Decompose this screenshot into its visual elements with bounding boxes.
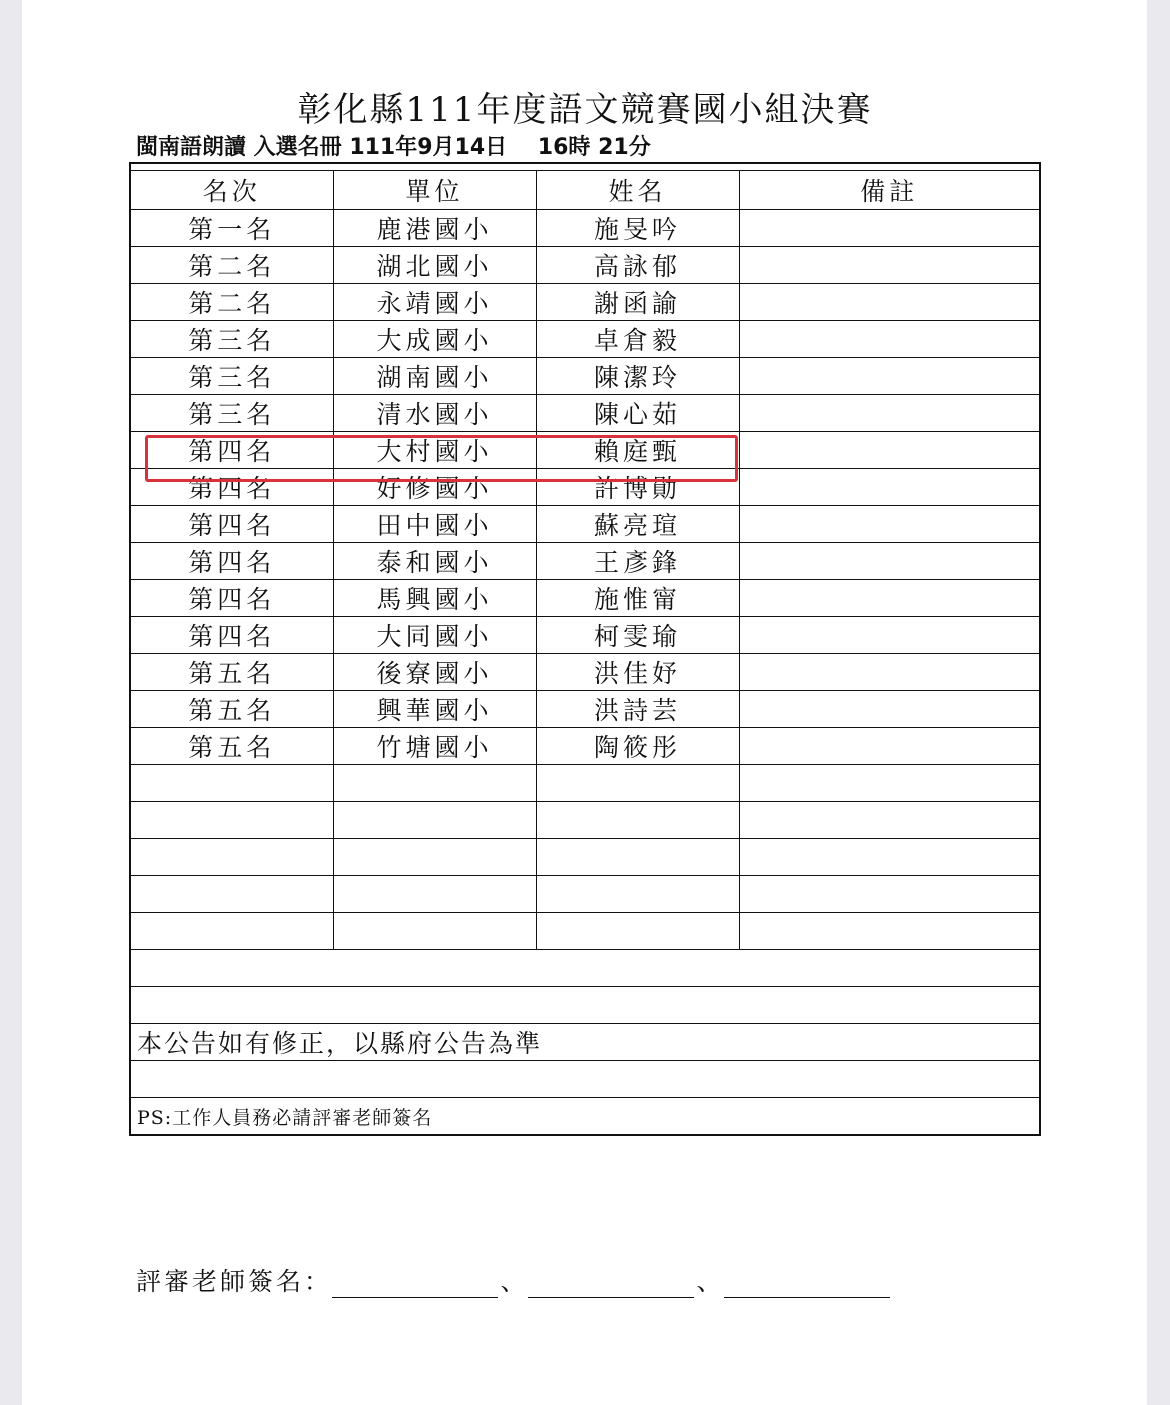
cell-note [739,506,1040,543]
cell-unit: 好修國小 [333,469,536,506]
cell-rank: 第三名 [130,395,333,432]
cell-note [739,728,1040,765]
cell-rank: 第五名 [130,728,333,765]
cell-rank: 第四名 [130,543,333,580]
table-row [130,691,1040,728]
document-subtitle: 閩南語朗讀 入選名冊 111年9月14日 16時 21分 [136,135,651,160]
cell-name: 謝函諭 [536,284,739,321]
cell-note [739,691,1040,728]
table-row [130,469,1040,506]
cell-unit: 大村國小 [333,432,536,469]
header-name: 姓名 [536,171,739,210]
cell-rank: 第二名 [130,284,333,321]
cell-rank: 第三名 [130,358,333,395]
cell-unit: 大同國小 [333,617,536,654]
ps-row [130,1098,1040,1136]
results-table [129,162,1041,1136]
cell-note [739,284,1040,321]
cell-name: 陶筱彤 [536,728,739,765]
cell-rank: 第五名 [130,654,333,691]
header-rank: 名次 [130,171,333,210]
cell-unit: 田中國小 [333,506,536,543]
cell-rank: 第四名 [130,432,333,469]
cell-note [739,210,1040,247]
table-row [130,284,1040,321]
table-row [130,617,1040,654]
cell-name: 賴庭甄 [536,432,739,469]
cell-note [739,432,1040,469]
table-row [130,210,1040,247]
cell-unit: 湖南國小 [333,358,536,395]
cell-note [739,395,1040,432]
signature-line-2 [528,1269,694,1298]
cell-note [739,543,1040,580]
cell-note [739,469,1040,506]
empty-full-row [130,950,1040,987]
cell-note [739,617,1040,654]
notice-row [130,1024,1040,1061]
table-row [130,358,1040,395]
cell-unit: 大成國小 [333,321,536,358]
cell-rank: 第四名 [130,506,333,543]
cell-name: 許博勛 [536,469,739,506]
table-row [130,321,1040,358]
empty-full-row [130,1061,1040,1098]
cell-rank: 第一名 [130,210,333,247]
empty-row [130,839,1040,876]
cell-note [739,580,1040,617]
empty-row [130,876,1040,913]
cell-unit: 馬興國小 [333,580,536,617]
empty-row [130,913,1040,950]
signature-label: 評審老師簽名： [136,1267,333,1296]
table-top-spacer [130,163,1040,171]
table-header [130,171,1040,210]
ps-text: PS:工作人員務必請評審老師簽名 [130,1098,1040,1136]
cell-name: 洪佳妤 [536,654,739,691]
cell-name: 施惟甯 [536,580,739,617]
cell-rank: 第二名 [130,247,333,284]
empty-row [130,765,1040,802]
cell-unit: 清水國小 [333,395,536,432]
cell-unit: 泰和國小 [333,543,536,580]
cell-name: 陳潔玲 [536,358,739,395]
signature-separator: 、 [500,1267,526,1296]
table-row [130,580,1040,617]
notice-text: 本公告如有修正，以縣府公告為準 [130,1024,1040,1061]
cell-rank: 第四名 [130,580,333,617]
cell-rank: 第四名 [130,617,333,654]
cell-rank: 第三名 [130,321,333,358]
cell-unit: 鹿港國小 [333,210,536,247]
cell-unit: 永靖國小 [333,284,536,321]
signature-area [136,1262,890,1298]
table-row-highlighted [130,432,1040,469]
table-row [130,247,1040,284]
header-unit: 單位 [333,171,536,210]
cell-name: 蘇亮瑄 [536,506,739,543]
cell-note [739,247,1040,284]
table-row [130,506,1040,543]
document-title: 彰化縣111年度語文競賽國小組決賽 [297,90,873,130]
signature-separator: 、 [696,1267,722,1296]
table-row [130,728,1040,765]
cell-name: 柯雯瑜 [536,617,739,654]
cell-unit: 竹塘國小 [333,728,536,765]
cell-note [739,358,1040,395]
header-note: 備註 [739,171,1040,210]
cell-name: 高詠郁 [536,247,739,284]
table-row [130,395,1040,432]
signature-line-3 [724,1269,890,1298]
cell-name: 王彥鋒 [536,543,739,580]
signature-line-1 [332,1269,498,1298]
cell-rank: 第四名 [130,469,333,506]
table-row [130,654,1040,691]
cell-unit: 湖北國小 [333,247,536,284]
cell-name: 陳心茹 [536,395,739,432]
empty-row [130,802,1040,839]
cell-note [739,321,1040,358]
table-row [130,543,1040,580]
empty-full-row [130,987,1040,1024]
cell-name: 卓倉毅 [536,321,739,358]
cell-unit: 興華國小 [333,691,536,728]
cell-name: 施旻吟 [536,210,739,247]
cell-note [739,654,1040,691]
cell-rank: 第五名 [130,691,333,728]
cell-name: 洪詩芸 [536,691,739,728]
cell-unit: 後寮國小 [333,654,536,691]
